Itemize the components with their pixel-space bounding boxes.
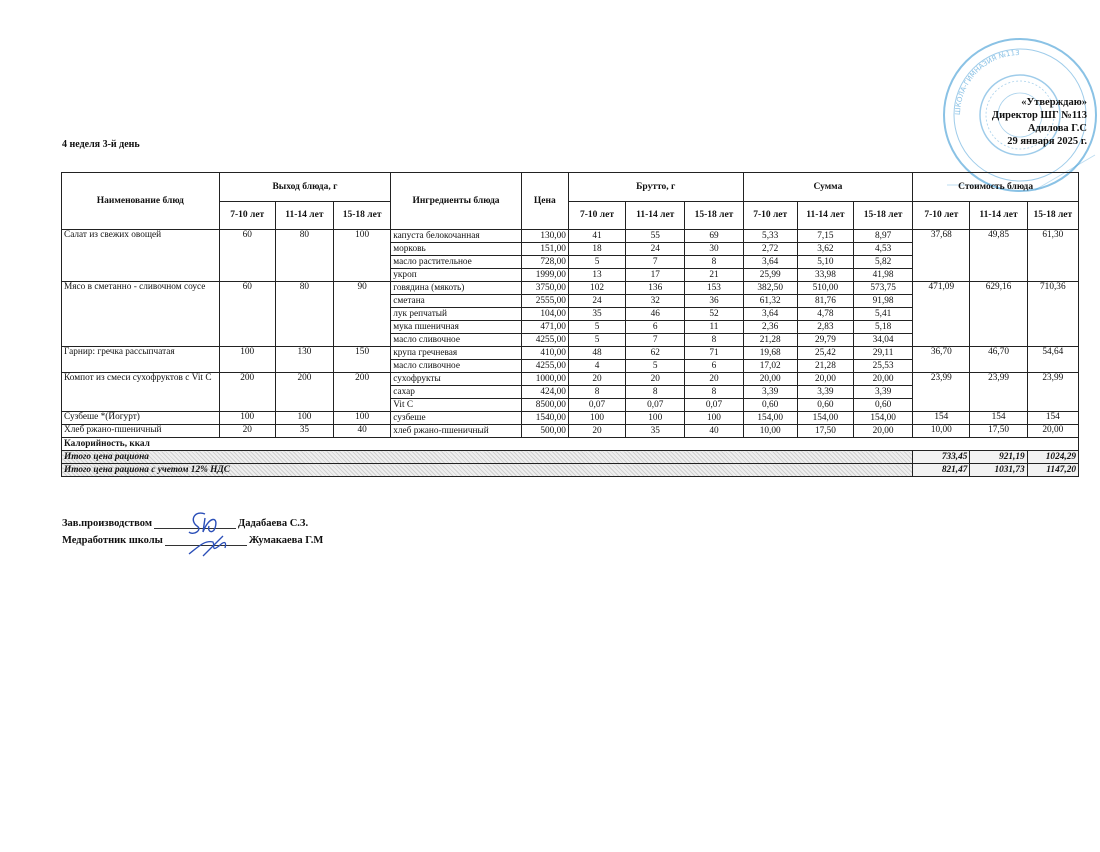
ration-total-label: Итого цена рациона bbox=[62, 451, 913, 464]
approval-line: Директор ШГ №113 bbox=[991, 110, 1087, 121]
ingredient-price: 471,00 bbox=[521, 321, 568, 334]
dish-yield: 100 bbox=[275, 412, 333, 425]
ingredient-gross: 69 bbox=[685, 230, 743, 243]
ingredient-gross: 20 bbox=[626, 373, 685, 386]
ingredient-gross: 11 bbox=[685, 321, 743, 334]
ingredient-sum: 5,41 bbox=[854, 308, 913, 321]
ingredient-gross: 7 bbox=[626, 334, 685, 347]
dish-yield: 200 bbox=[219, 373, 275, 412]
ingredient-gross: 40 bbox=[685, 425, 743, 438]
ingredient-row bbox=[62, 347, 1079, 360]
ingredient-gross: 102 bbox=[568, 282, 625, 295]
ingredient-gross: 17 bbox=[626, 269, 685, 282]
ingredient-sum: 2,36 bbox=[743, 321, 797, 334]
ration-total-value: 1024,29 bbox=[1027, 451, 1078, 464]
header-age: 11-14 лет bbox=[275, 202, 333, 230]
ingredient-name: капуста белокочанная bbox=[391, 230, 522, 243]
dish-cost: 46,70 bbox=[970, 347, 1027, 373]
ingredient-gross: 20 bbox=[685, 373, 743, 386]
ingredient-sum: 382,50 bbox=[743, 282, 797, 295]
ingredient-gross: 7 bbox=[626, 256, 685, 269]
ingredient-price: 4255,00 bbox=[521, 334, 568, 347]
ingredient-sum: 5,10 bbox=[797, 256, 853, 269]
ingredient-sum: 61,32 bbox=[743, 295, 797, 308]
dish-name: Хлеб ржано-пшеничный bbox=[62, 425, 220, 438]
ingredient-gross: 0,07 bbox=[568, 399, 625, 412]
ingredient-gross: 6 bbox=[626, 321, 685, 334]
ingredient-gross: 5 bbox=[568, 321, 625, 334]
ingredient-price: 4255,00 bbox=[521, 360, 568, 373]
dish-yield: 100 bbox=[219, 412, 275, 425]
header-age: 7-10 лет bbox=[568, 202, 625, 230]
ingredient-sum: 17,02 bbox=[743, 360, 797, 373]
menu-subtitle: 4 неделя 3-й день bbox=[62, 139, 140, 150]
ingredient-gross: 18 bbox=[568, 243, 625, 256]
dish-cost: 54,64 bbox=[1027, 347, 1078, 373]
dish-yield: 100 bbox=[334, 230, 391, 282]
ingredient-gross: 62 bbox=[626, 347, 685, 360]
ingredient-gross: 8 bbox=[568, 386, 625, 399]
ration-total-value: 733,45 bbox=[913, 451, 970, 464]
ingredient-gross: 5 bbox=[626, 360, 685, 373]
ingredient-sum: 29,11 bbox=[854, 347, 913, 360]
ingredient-sum: 510,00 bbox=[797, 282, 853, 295]
dish-cost: 17,50 bbox=[970, 425, 1027, 438]
header-age: 7-10 лет bbox=[219, 202, 275, 230]
ingredient-name: крупа гречневая bbox=[391, 347, 522, 360]
ingredient-row bbox=[62, 425, 1079, 438]
header-dish-name: Наименование блюд bbox=[62, 173, 220, 230]
ingredient-sum: 3,62 bbox=[797, 243, 853, 256]
ingredient-sum: 17,50 bbox=[797, 425, 853, 438]
ingredient-name: лук репчатый bbox=[391, 308, 522, 321]
ingredient-sum: 21,28 bbox=[797, 360, 853, 373]
ingredient-sum: 20,00 bbox=[854, 425, 913, 438]
dish-cost: 20,00 bbox=[1027, 425, 1078, 438]
ingredient-name: сметана bbox=[391, 295, 522, 308]
ingredient-sum: 4,53 bbox=[854, 243, 913, 256]
ingredient-gross: 32 bbox=[626, 295, 685, 308]
dish-yield: 60 bbox=[219, 282, 275, 347]
ingredient-gross: 136 bbox=[626, 282, 685, 295]
dish-cost: 23,99 bbox=[970, 373, 1027, 412]
vat-total-label: Итого цена рациона с учетом 12% НДС bbox=[62, 464, 913, 477]
dish-cost: 36,70 bbox=[913, 347, 970, 373]
ingredient-sum: 4,78 bbox=[797, 308, 853, 321]
header-sum: Сумма bbox=[743, 173, 913, 202]
ingredient-sum: 21,28 bbox=[743, 334, 797, 347]
ingredient-sum: 91,98 bbox=[854, 295, 913, 308]
ingredient-name: говядина (мякоть) bbox=[391, 282, 522, 295]
medic-name: Жумакаева Г.М bbox=[248, 535, 324, 546]
ingredient-gross: 36 bbox=[685, 295, 743, 308]
ingredient-sum: 5,33 bbox=[743, 230, 797, 243]
ingredient-sum: 33,98 bbox=[797, 269, 853, 282]
vat-total-value: 1031,73 bbox=[970, 464, 1027, 477]
ingredient-sum: 3,39 bbox=[743, 386, 797, 399]
ingredient-sum: 0,60 bbox=[743, 399, 797, 412]
dish-cost: 23,99 bbox=[913, 373, 970, 412]
approval-line: 29 января 2025 г. bbox=[1007, 136, 1087, 147]
ingredient-price: 130,00 bbox=[521, 230, 568, 243]
header-gross: Брутто, г bbox=[568, 173, 743, 202]
ingredient-sum: 2,72 bbox=[743, 243, 797, 256]
ingredient-gross: 0,07 bbox=[685, 399, 743, 412]
ingredient-sum: 7,15 bbox=[797, 230, 853, 243]
dish-name: Мясо в сметанно - сливочном соусе bbox=[62, 282, 220, 347]
ingredient-sum: 81,76 bbox=[797, 295, 853, 308]
ingredient-name: сузбеше bbox=[391, 412, 522, 425]
ingredient-price: 151,00 bbox=[521, 243, 568, 256]
ingredient-gross: 100 bbox=[685, 412, 743, 425]
header-age: 7-10 лет bbox=[913, 202, 970, 230]
ingredient-gross: 5 bbox=[568, 334, 625, 347]
dish-name: Салат из свежих овощей bbox=[62, 230, 220, 282]
ingredient-name: Vit C bbox=[391, 399, 522, 412]
ingredient-name: сахар bbox=[391, 386, 522, 399]
svg-text:ШКОЛА-ГИМНАЗИЯ №113: ШКОЛА-ГИМНАЗИЯ №113 bbox=[953, 48, 1020, 116]
dish-name: Компот из смеси сухофруктов с Vit C bbox=[62, 373, 220, 412]
vat-total-value: 821,47 bbox=[913, 464, 970, 477]
dish-cost: 154 bbox=[913, 412, 970, 425]
ingredient-gross: 153 bbox=[685, 282, 743, 295]
ingredient-sum: 25,42 bbox=[797, 347, 853, 360]
dish-cost: 61,30 bbox=[1027, 230, 1078, 282]
header-age: 15-18 лет bbox=[1027, 202, 1078, 230]
ingredient-gross: 52 bbox=[685, 308, 743, 321]
ingredient-gross: 20 bbox=[568, 425, 625, 438]
menu-table bbox=[61, 172, 1079, 477]
ingredient-gross: 13 bbox=[568, 269, 625, 282]
calories-row bbox=[62, 438, 1079, 451]
ingredient-gross: 5 bbox=[568, 256, 625, 269]
ingredient-price: 8500,00 bbox=[521, 399, 568, 412]
ingredient-sum: 573,75 bbox=[854, 282, 913, 295]
ingredient-name: хлеб ржано-пшеничный bbox=[391, 425, 522, 438]
ingredient-gross: 35 bbox=[568, 308, 625, 321]
vat-total-value: 1147,20 bbox=[1027, 464, 1078, 477]
ingredient-sum: 10,00 bbox=[743, 425, 797, 438]
ingredient-name: укроп bbox=[391, 269, 522, 282]
ingredient-sum: 154,00 bbox=[797, 412, 853, 425]
production-name: Дадабаева С.З. bbox=[237, 518, 309, 529]
ingredient-sum: 154,00 bbox=[854, 412, 913, 425]
dish-yield: 100 bbox=[334, 412, 391, 425]
ration-total-row bbox=[62, 451, 1079, 464]
ingredient-sum: 3,64 bbox=[743, 308, 797, 321]
ingredient-gross: 8 bbox=[626, 386, 685, 399]
approval-block bbox=[975, 96, 1087, 148]
ingredient-sum: 19,68 bbox=[743, 347, 797, 360]
dish-name: Гарнир: гречка рассыпчатая bbox=[62, 347, 220, 373]
ingredient-gross: 100 bbox=[568, 412, 625, 425]
dish-cost: 10,00 bbox=[913, 425, 970, 438]
ingredient-price: 1540,00 bbox=[521, 412, 568, 425]
ingredient-sum: 25,53 bbox=[854, 360, 913, 373]
dish-yield: 40 bbox=[334, 425, 391, 438]
medic-title: Медработник школы bbox=[62, 535, 163, 546]
dish-cost: 37,68 bbox=[913, 230, 970, 282]
dish-cost: 710,36 bbox=[1027, 282, 1078, 347]
ingredient-sum: 2,83 bbox=[797, 321, 853, 334]
ingredient-price: 728,00 bbox=[521, 256, 568, 269]
ingredient-sum: 3,64 bbox=[743, 256, 797, 269]
ingredient-price: 1999,00 bbox=[521, 269, 568, 282]
ingredient-sum: 20,00 bbox=[854, 373, 913, 386]
ingredient-price: 410,00 bbox=[521, 347, 568, 360]
ingredient-gross: 21 bbox=[685, 269, 743, 282]
calories-label: Калорийность, ккал bbox=[62, 438, 1079, 451]
header-age: 15-18 лет bbox=[854, 202, 913, 230]
dish-cost: 154 bbox=[970, 412, 1027, 425]
ingredient-gross: 4 bbox=[568, 360, 625, 373]
ingredient-price: 1000,00 bbox=[521, 373, 568, 386]
ingredient-sum: 3,39 bbox=[797, 386, 853, 399]
ingredient-sum: 0,60 bbox=[797, 399, 853, 412]
dish-yield: 130 bbox=[275, 347, 333, 373]
ingredient-name: морковь bbox=[391, 243, 522, 256]
ingredient-price: 3750,00 bbox=[521, 282, 568, 295]
header-price: Цена bbox=[521, 173, 568, 230]
ingredient-sum: 34,04 bbox=[854, 334, 913, 347]
ingredient-sum: 29,79 bbox=[797, 334, 853, 347]
dish-yield: 20 bbox=[219, 425, 275, 438]
header-age: 7-10 лет bbox=[743, 202, 797, 230]
ingredient-gross: 20 bbox=[568, 373, 625, 386]
ingredient-gross: 8 bbox=[685, 334, 743, 347]
ingredient-gross: 6 bbox=[685, 360, 743, 373]
dish-yield: 150 bbox=[334, 347, 391, 373]
dish-yield: 80 bbox=[275, 282, 333, 347]
ingredient-name: масло растительное bbox=[391, 256, 522, 269]
ingredient-gross: 71 bbox=[685, 347, 743, 360]
ingredient-name: масло сливочное bbox=[391, 360, 522, 373]
header-age: 15-18 лет bbox=[334, 202, 391, 230]
ingredient-sum: 41,98 bbox=[854, 269, 913, 282]
dish-yield: 35 bbox=[275, 425, 333, 438]
dish-cost: 23,99 bbox=[1027, 373, 1078, 412]
ingredient-gross: 41 bbox=[568, 230, 625, 243]
ingredient-sum: 0,60 bbox=[854, 399, 913, 412]
header-yield: Выход блюда, г bbox=[219, 173, 391, 202]
ingredient-gross: 8 bbox=[685, 386, 743, 399]
ingredient-price: 424,00 bbox=[521, 386, 568, 399]
ingredient-sum: 5,18 bbox=[854, 321, 913, 334]
dish-cost: 471,09 bbox=[913, 282, 970, 347]
header-cost: Стоимость блюда bbox=[913, 173, 1079, 202]
ingredient-name: сухофрукты bbox=[391, 373, 522, 386]
ingredient-gross: 48 bbox=[568, 347, 625, 360]
ingredient-gross: 100 bbox=[626, 412, 685, 425]
dish-yield: 80 bbox=[275, 230, 333, 282]
ingredient-sum: 5,82 bbox=[854, 256, 913, 269]
dish-cost: 154 bbox=[1027, 412, 1078, 425]
ingredient-row bbox=[62, 373, 1079, 386]
handwritten-signature bbox=[175, 506, 255, 561]
ingredient-row bbox=[62, 282, 1079, 295]
ingredient-row bbox=[62, 412, 1079, 425]
dish-yield: 100 bbox=[219, 347, 275, 373]
ingredient-gross: 24 bbox=[568, 295, 625, 308]
header-age: 11-14 лет bbox=[797, 202, 853, 230]
ingredient-sum: 20,00 bbox=[797, 373, 853, 386]
ingredient-name: мука пшеничная bbox=[391, 321, 522, 334]
ingredient-price: 104,00 bbox=[521, 308, 568, 321]
header-ingredients: Ингредиенты блюда bbox=[391, 173, 522, 230]
ingredient-gross: 55 bbox=[626, 230, 685, 243]
ingredient-gross: 8 bbox=[685, 256, 743, 269]
header-age: 11-14 лет bbox=[970, 202, 1027, 230]
ingredient-gross: 46 bbox=[626, 308, 685, 321]
ration-total-value: 921,19 bbox=[970, 451, 1027, 464]
ingredient-price: 2555,00 bbox=[521, 295, 568, 308]
dish-cost: 49,85 bbox=[970, 230, 1027, 282]
dish-yield: 90 bbox=[334, 282, 391, 347]
dish-yield: 200 bbox=[275, 373, 333, 412]
ingredient-gross: 30 bbox=[685, 243, 743, 256]
vat-total-row bbox=[62, 464, 1079, 477]
dish-yield: 60 bbox=[219, 230, 275, 282]
dish-yield: 200 bbox=[334, 373, 391, 412]
ingredient-sum: 25,99 bbox=[743, 269, 797, 282]
ingredient-gross: 0,07 bbox=[626, 399, 685, 412]
ingredient-price: 500,00 bbox=[521, 425, 568, 438]
ingredient-name: масло сливочное bbox=[391, 334, 522, 347]
ingredient-gross: 24 bbox=[626, 243, 685, 256]
ingredient-row bbox=[62, 230, 1079, 243]
ingredient-sum: 154,00 bbox=[743, 412, 797, 425]
dish-cost: 629,16 bbox=[970, 282, 1027, 347]
approval-line: Адилова Г.С bbox=[1027, 123, 1087, 134]
header-age: 15-18 лет bbox=[685, 202, 743, 230]
approval-line: «Утверждаю» bbox=[1021, 97, 1087, 108]
ingredient-sum: 20,00 bbox=[743, 373, 797, 386]
dish-name: Сузбеше *(Йогурт) bbox=[62, 412, 220, 425]
ingredient-sum: 8,97 bbox=[854, 230, 913, 243]
production-title: Зав.производством bbox=[62, 518, 152, 529]
ingredient-sum: 3,39 bbox=[854, 386, 913, 399]
ingredient-gross: 35 bbox=[626, 425, 685, 438]
header-age: 11-14 лет bbox=[626, 202, 685, 230]
